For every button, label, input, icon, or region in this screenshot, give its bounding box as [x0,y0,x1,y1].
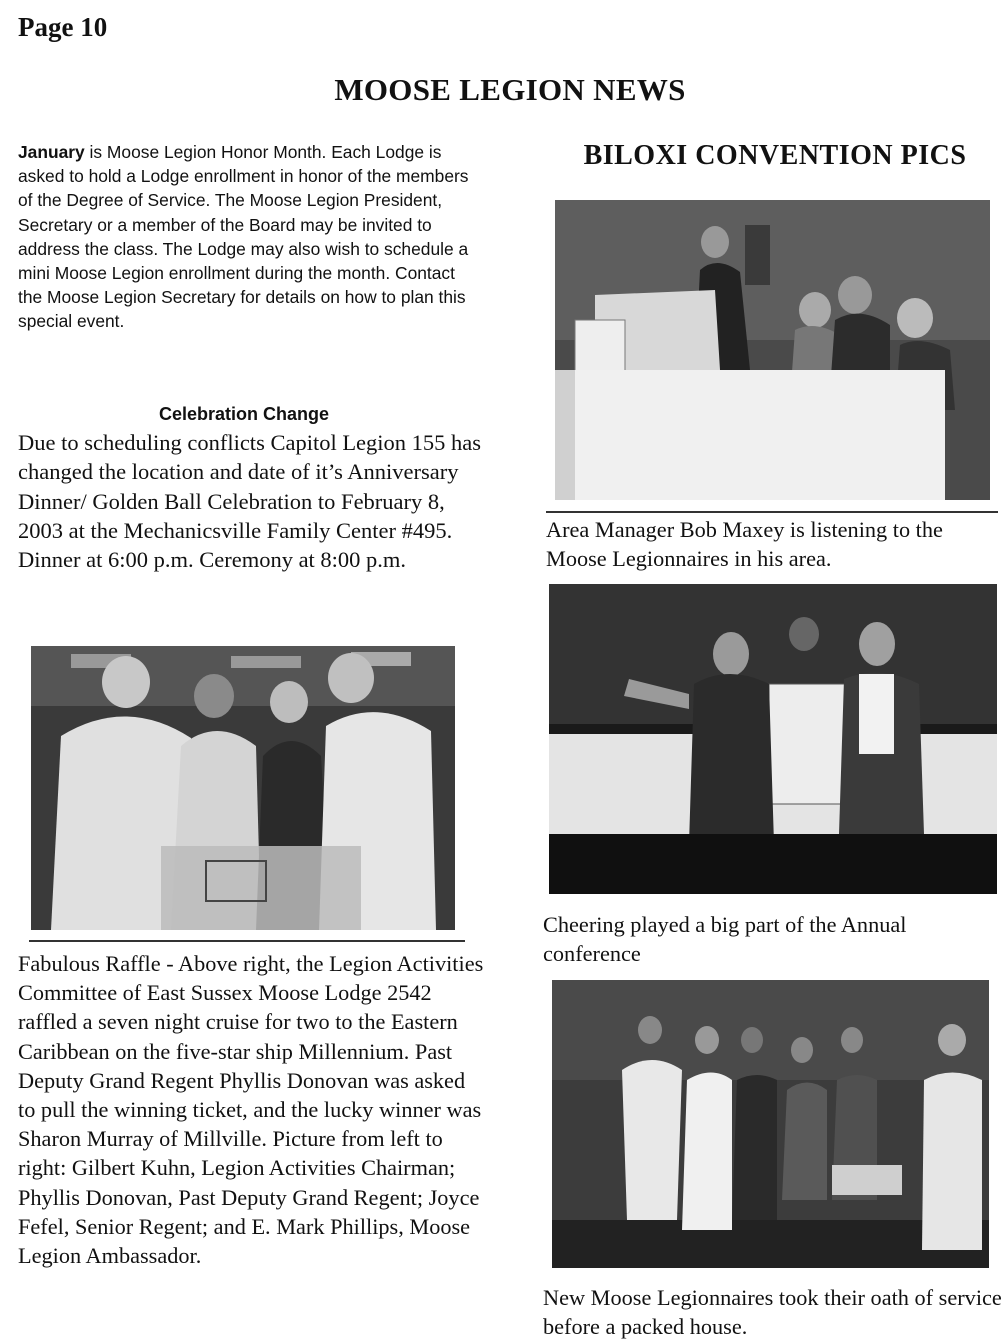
cheering-photo-icon [549,584,997,894]
raffle-caption: Fabulous Raffle - Above right, the Legion Activities Committee of East Sussex Moose Lodge 2542 raffled a seven night cruise for two to the Eastern Caribbean on the five-star ship Millennium. Past Deputy Grand Regent Phyllis Donovan was asked to pull the winning ticket, and the lucky winner was Sharon Murray of Millville. Picture from left to right: Gilbert Kuhn, Legion Activities Chairman; Phyllis Donovan, Past Deputy Grand Regent; Joyce Fefel, Senior Regent; and E. Mark Phillips, Moose Legion Ambassador. [18,951,484,1269]
honor-month-paragraph [18,140,478,334]
raffle-photo [31,646,455,930]
convention-caption-2: Cheering played a big part of the Annual conference [543,912,907,966]
group-photo-icon [31,646,455,930]
honor-month-text: is Moose Legion Honor Month. Each Lodge is asked to hold a Lodge enrollment in honor of the members of the Degree of Service. The Moose Legion President, Secretary or a member of the Board may be invited to address the class. The Lodge may also wish to schedule a mini Moose Legion enrollment during the month. Contact the Moose Legion Secretary for details on how to plan this special event. [18,142,469,332]
convention-photo-2 [549,584,997,894]
celebration-body: Due to scheduling conflicts Capitol Legion 155 has changed the location and date of it’s Anniversary Dinner/ Golden Ball Celebration to February 8, 2003 at the Mechanicsville Family Center #495. Dinner at 6:00 p.m. Ceremony at 8:00 p.m. [18,430,482,573]
convention-caption-3: New Moose Legionnaires took their oath of service before a packed house. [543,1285,1002,1339]
page-number: Page 10 [18,12,108,42]
honor-month-lead: January [18,142,85,162]
convention-photo-1 [555,200,990,500]
convention-photo-3 [552,980,989,1268]
head-table-photo-icon [555,200,990,500]
raffle-photo-rule [29,940,465,942]
masthead-title: MOOSE LEGION NEWS [334,72,686,107]
convention-photo-1-rule [546,511,998,513]
oath-photo-icon [552,980,989,1268]
celebration-title: Celebration Change [158,404,330,424]
convention-heading: BILOXI CONVENTION PICS [583,140,967,171]
convention-caption-1: Area Manager Bob Maxey is listening to the Moose Legionnaires in his area. [546,517,943,571]
